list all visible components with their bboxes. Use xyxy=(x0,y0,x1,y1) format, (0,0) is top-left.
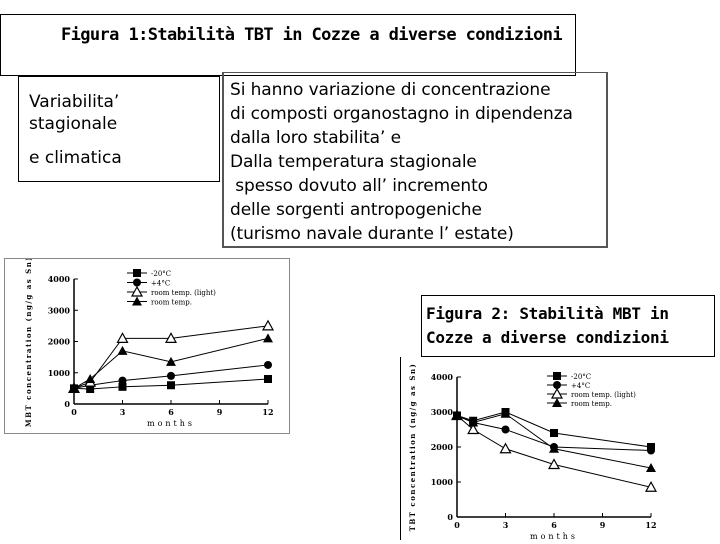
description-line-1: Si hanno variazione di concentrazione xyxy=(230,80,551,100)
chart1-data-point-0 xyxy=(167,381,175,389)
chart2-data-point-1 xyxy=(502,426,510,434)
chart2-data-point-2 xyxy=(549,460,559,469)
chart2-data-point-2 xyxy=(501,444,511,453)
chart2-y-tick-label: 4000 xyxy=(430,372,453,382)
figure-2-caption xyxy=(421,295,715,357)
chart2-y-tick-label: 2000 xyxy=(430,442,453,452)
chart2-legend-label-0: -20°C xyxy=(571,373,592,381)
figure-2-caption-line-1: Figura 2: Stabilità MBT in xyxy=(426,304,669,323)
figure-1-chart xyxy=(4,258,290,434)
chart1-legend-marker-0 xyxy=(133,269,141,277)
chart1-data-point-1 xyxy=(167,372,175,380)
chart1-legend-label-3: room temp. xyxy=(151,298,192,307)
page-title: Figura 1:Stabilità TBT in Cozze a diverse condizioni xyxy=(61,25,563,45)
chart1-data-point-0 xyxy=(264,375,272,383)
description-line-3: dalla loro stabilita’ e xyxy=(230,128,401,148)
chart1-x-tick-label: 12 xyxy=(262,407,274,417)
figure-2-caption-line-2: Cozze a diverse condizioni xyxy=(426,328,669,347)
description-line-5: spesso dovuto all’ incremento xyxy=(230,176,488,196)
chart1-data-point-3 xyxy=(263,333,273,342)
chart2-x-tick-label: 3 xyxy=(502,520,509,530)
chart1-x-tick-label: 0 xyxy=(71,407,77,417)
chart2-data-point-1 xyxy=(647,447,655,455)
mbt-chart-svg xyxy=(5,259,291,435)
chart2-y-axis-label: TBT concentration (ng/g as Sn) xyxy=(408,362,417,532)
chart2-x-tick-label: 6 xyxy=(551,520,557,530)
description-line-7: (turismo navale durante l’ estate) xyxy=(230,224,514,244)
chart1-legend-marker-1 xyxy=(133,279,141,287)
chart1-legend-label-0: -20°C xyxy=(151,270,172,278)
chart2-x-tick-label: 0 xyxy=(454,520,460,530)
title-box xyxy=(0,14,576,76)
tbt-chart-svg xyxy=(401,357,701,540)
description-line-6: delle sorgenti antropogeniche xyxy=(230,200,482,220)
chart1-legend-label-2: room temp. (light) xyxy=(151,289,216,297)
chart1-y-axis-label: MBT concentration (ng/g as Sn) xyxy=(24,259,33,428)
chart1-data-point-1 xyxy=(119,377,127,385)
description-line-2: di composti organostagno in dipendenza xyxy=(230,104,573,124)
description-box xyxy=(222,72,608,248)
chart2-x-tick-label: 12 xyxy=(645,520,657,530)
chart1-y-tick-label: 1000 xyxy=(47,367,70,378)
chart1-x-axis-label: months xyxy=(146,419,196,428)
chart1-data-point-3 xyxy=(118,346,128,355)
chart1-x-tick-label: 3 xyxy=(119,407,126,417)
chart2-legend-marker-0 xyxy=(553,372,561,380)
figure-2-chart xyxy=(400,357,700,540)
chart2-x-axis-label: months xyxy=(529,532,579,540)
chart1-y-tick-label: 4000 xyxy=(47,274,70,284)
variability-line-2: stagionale xyxy=(29,114,118,134)
chart2-data-point-0 xyxy=(550,429,558,437)
chart1-y-tick-label: 0 xyxy=(64,399,70,409)
chart2-legend-label-3: room temp. xyxy=(571,400,612,408)
chart2-y-tick-label: 0 xyxy=(447,512,453,522)
chart1-data-point-1 xyxy=(264,361,272,369)
chart1-y-tick-label: 3000 xyxy=(47,305,70,316)
chart2-x-tick-label: 9 xyxy=(599,520,606,530)
chart1-data-point-2 xyxy=(263,321,273,330)
chart2-y-tick-label: 1000 xyxy=(430,477,453,487)
chart1-legend-label-1: +4°C xyxy=(151,279,171,288)
chart1-x-tick-label: 6 xyxy=(168,407,174,417)
chart2-legend-label-2: room temp. (light) xyxy=(571,391,636,399)
variability-line-3: e climatica xyxy=(29,148,122,168)
chart2-y-tick-label: 3000 xyxy=(430,407,453,417)
chart1-y-tick-label: 2000 xyxy=(47,336,70,347)
chart1-x-tick-label: 9 xyxy=(216,407,223,417)
description-line-4: Dalla temperatura stagionale xyxy=(230,152,477,172)
chart2-legend-label-1: +4°C xyxy=(571,382,591,390)
variability-line-1: Variabilita’ xyxy=(29,92,120,112)
variability-box xyxy=(18,76,220,182)
